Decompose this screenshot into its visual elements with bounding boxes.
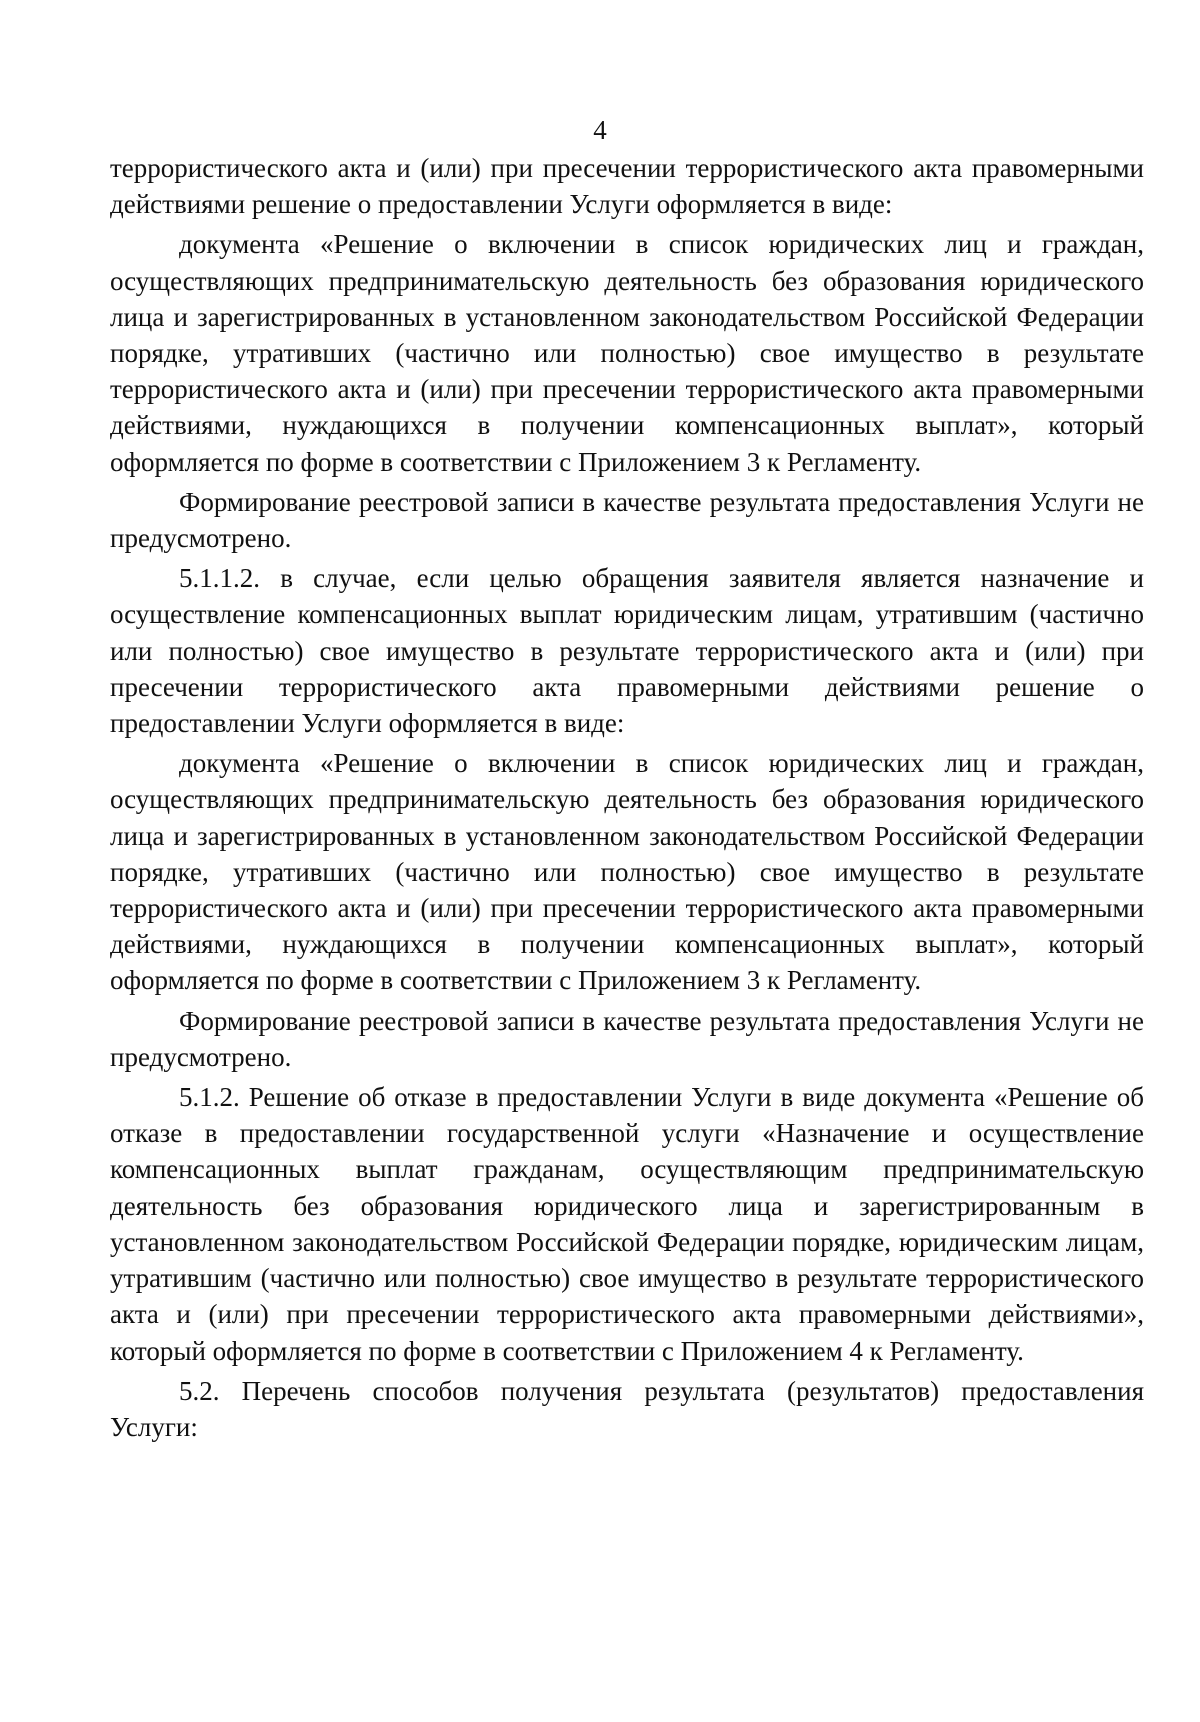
paragraph-clause-5-1-1-2: 5.1.1.2. в случае, если целью обращения заявителя является назначение и осуществление компенсационных выплат юридическим лицам, утратившим (частично или полностью) свое имущество в результате террористического акта и (или) при пресечении террористического акта правомерными действиями решение о предоставлении Услуги оформляется в виде: [110, 563, 1144, 739]
document-body [110, 150, 1144, 1449]
paragraph-document-decision-1: документа «Решение о включении в список юридических лиц и граждан, осуществляющих предпринимательскую деятельность без образования юридического лица и зарегистрированных в установленном законодательством Российской Федерации порядке, утративших (частично или полностью) свое имущество в результате террористического акта и (или) при пресечении террористического акта правомерными действиями, нуждающихся в получении компенсационных выплат», который оформляется по форме в соответствии с Приложением 3 к Регламенту. [110, 229, 1144, 477]
page-number: 4 [593, 115, 607, 145]
paragraph-clause-5-2: 5.2. Перечень способов получения результата (результатов) предоставления Услуги: [110, 1375, 1144, 1442]
paragraph-document-decision-2: документа «Решение о включении в список юридических лиц и граждан, осуществляющих предпринимательскую деятельность без образования юридического лица и зарегистрированных в установленном законодательством Российской Федерации порядке, утративших (частично или полностью) свое имущество в результате террористического акта и (или) при пресечении террористического акта правомерными действиями, нуждающихся в получении компенсационных выплат», который оформляется по форме в соответствии с Приложением 3 к Регламенту. [110, 748, 1144, 996]
paragraph-clause-5-1-2: 5.1.2. Решение об отказе в предоставлении Услуги в виде документа «Решение об отказе в предоставлении государственной услуги «Назначение и осуществление компенсационных выплат гражданам, осуществляющим предпринимательскую деятельность без образования юридического лица и зарегистрированным в установленном законодательством Российской Федерации порядке, юридическим лицам, утратившим (частично или полностью) свое имущество в результате террористического акта и (или) при пресечении террористического акта правомерными действиями», который оформляется по форме в соответствии с Приложением 4 к Регламенту. [110, 1082, 1144, 1366]
paragraph-registry-note-2: Формирование реестровой записи в качестве результата предоставления Услуги не предусмотрено. [110, 1005, 1144, 1072]
paragraph-continuation: террористического акта и (или) при пресечении террористического акта правомерными действиями решение о предоставлении Услуги оформляется в виде: [110, 153, 1144, 220]
paragraph-registry-note-1: Формирование реестровой записи в качестве результата предоставления Услуги не предусмотрено. [110, 486, 1144, 554]
